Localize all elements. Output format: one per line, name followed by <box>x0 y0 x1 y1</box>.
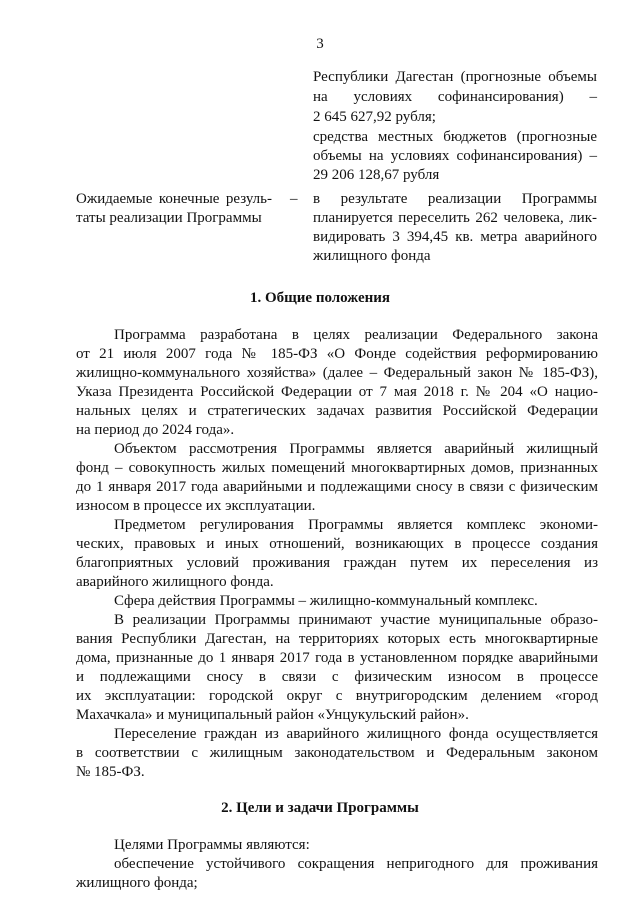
paragraph-line: Целями Программы являются: <box>114 837 310 853</box>
paragraph-line: Объектом рассмотрения Программы является аварийный жилищный <box>114 441 598 457</box>
section-heading: 2. Цели и задачи Программы <box>221 800 419 816</box>
finance-line: на условиях софинансирования) – <box>313 89 597 105</box>
paragraph-line: благоприятных условий проживания граждан путем их переселения из <box>76 555 598 571</box>
paragraph-line: обеспечение устойчивого сокращения непригодного для проживания <box>114 856 598 872</box>
expected-results-line: видировать 3 394,45 кв. метра аварийного <box>313 229 597 245</box>
expected-results-label: Ожидаемые конечные резуль- <box>76 191 272 207</box>
expected-results-line: жилищного фонда <box>313 248 431 264</box>
paragraph-line: от 21 июля 2007 года № 185-ФЗ «О Фонде содействия реформированию <box>76 346 598 362</box>
paragraph-line: нальных целях и стратегических задачах развития Российской Федерации <box>76 403 598 419</box>
page-number: 3 <box>316 36 324 52</box>
paragraph-line: дома, признанные до 1 января 2017 года в установленном порядке аварийными <box>76 650 598 666</box>
finance-line: объемы на условиях софинансирования) – <box>313 148 597 164</box>
paragraph-line: аварийного жилищного фонда. <box>76 574 274 590</box>
paragraph-line: до 1 января 2017 года аварийными и подлежащими сносу в связи с физическим <box>76 479 598 495</box>
paragraph-line: Махачкала» и муниципальный район «Унцукульский район». <box>76 707 469 723</box>
paragraph-line: жилищного фонда; <box>76 875 198 891</box>
table-dash: – <box>290 191 298 207</box>
section-heading: 1. Общие положения <box>249 290 391 306</box>
expected-results-label: таты реализации Программы <box>76 210 262 226</box>
paragraph-line: Предметом регулирования Программы является комплекс экономи- <box>114 517 598 533</box>
paragraph-line: № 185-ФЗ. <box>76 764 145 780</box>
paragraph-line: В реализации Программы принимают участие муниципальные образо- <box>114 612 598 628</box>
finance-line: 2 645 627,92 рубля; <box>313 109 436 125</box>
paragraph-line: их эксплуатации: городской округ с внутригородским делением «город <box>76 688 598 704</box>
paragraph-line: фонд – совокупность жилых помещений многоквартирных домов, признанных <box>76 460 598 476</box>
paragraph-line: Программа разработана в целях реализации Федерального закона <box>114 327 598 343</box>
expected-results-line: планируется переселить 262 человека, лик- <box>313 210 597 226</box>
finance-line: средства местных бюджетов (прогнозные <box>313 129 597 145</box>
paragraph-line: Сфера действия Программы – жилищно-коммунальный комплекс. <box>114 593 538 609</box>
paragraph-line: жилищно-коммунального хозяйства» (далее – Федеральный закон № 185-ФЗ), <box>76 365 598 381</box>
paragraph-line: износом в процессе их эксплуатации. <box>76 498 316 514</box>
paragraph-line: ческих, правовых и иных отношений, возникающих в процессе создания <box>76 536 598 552</box>
paragraph-line: в соответствии с жилищным законодательством и Федеральным законом <box>76 745 598 761</box>
finance-line: Республики Дагестан (прогнозные объемы <box>313 69 597 85</box>
expected-results-line: в результате реализации Программы <box>313 191 597 207</box>
paragraph-line: Переселение граждан из аварийного жилищного фонда осуществляется <box>114 726 598 742</box>
paragraph-line: вания Республики Дагестан, на территориях которых есть многоквартирные <box>76 631 598 647</box>
paragraph-line: на период до 2024 года». <box>76 422 235 438</box>
paragraph-line: Указа Президента Российской Федерации от 7 мая 2018 г. № 204 «О нацио- <box>76 384 598 400</box>
paragraph-line: и подлежащими сносу в связи с физическим износом в процессе <box>76 669 598 685</box>
finance-line: 29 206 128,67 рубля <box>313 167 440 183</box>
